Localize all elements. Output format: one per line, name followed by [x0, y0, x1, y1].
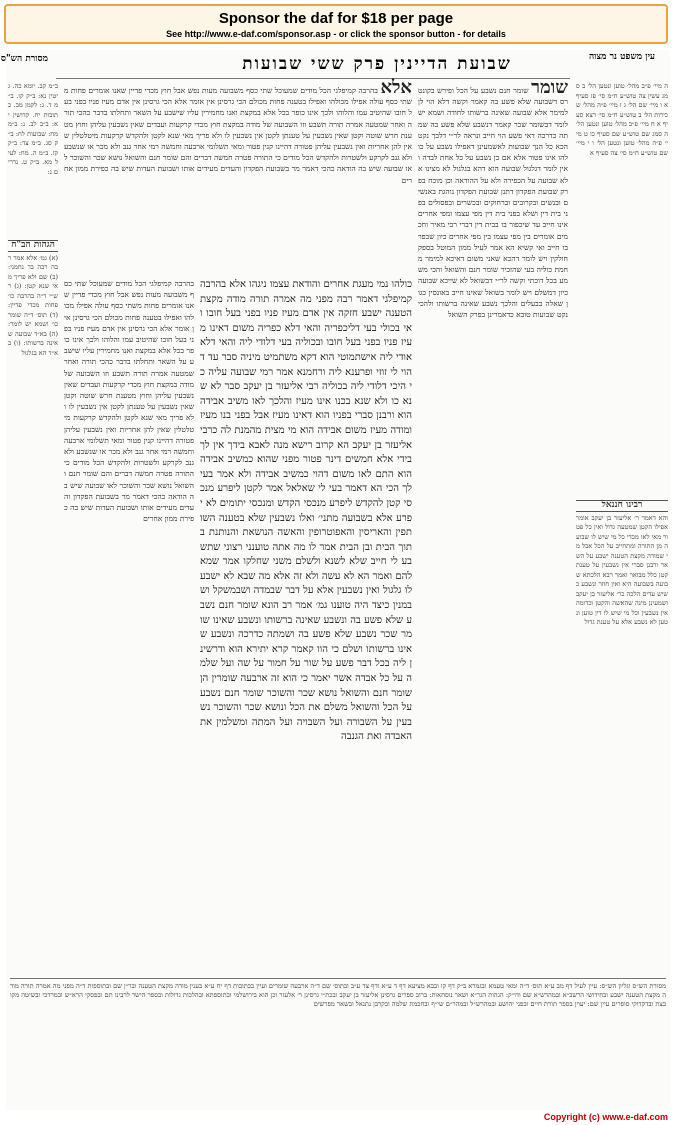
ein-mishpat-text: ה מיי׳ פ״ב מהל׳ טוען ונטען הל׳ ב סמג עשין צה טוש״ע ח״מ סי׳ פז סעיף א ו מיי׳ שם הל׳ ג ז מיי׳ פ״ה מהל׳ שכירות הל׳ ב טוש״ע ח״מ סי׳ רצא סעיף א ח מיי׳ פ״ב מהל׳ טוען ונטען הל׳ ה סמג שם טוש״ע שם סעיף כו ט מיי׳ פ״ה מהל׳ טוען ונטען הל׳ ו י מיי׳ שם טוש״ע ח״מ סי׳ צה סעיף א — [576, 82, 668, 157]
gemara-text: כולהו נמי מעגת אחרים והודאת עצמו ניגהו אלא בהרבה קמיפלגי דאמר רבה מפני מה אמרה תורה מודה מקצת הטענה ישבע חזקה אין אדם מעיז פניו בפני בעל חובו ואי בכולי בעי דליכפריה והאי דלא כפריה משום דאינו מעיז פניו בפני בעל חובו ובכוליה בעי דלודי ליה והאי דלא אודי ליה אישתמוטי הוא דקא משתמיט מיניה סבר עד דהוי לי זוזי ופרענא ליה ורחמנא אמר רמי שבועה עליה כי היכי דלודי ליה בכוליה רבי אליעזר בן יעקב סבר לא שנא כו ולא שנא בכנו אינו מעיז והלכך לאו משיב אבידה הוא ורבנן סברי בפניו הוא דאינו מעיז אבל בפני בנו מעיז ומודה מעיז משום אבידה הוא מי מצית מהמנת לה כרבי אליעזר בן יעקב הא קרוב רישא מנה לאבא בידך אין לך בידי אלא חמשים דינר פטור מפני שהוא כמשיב אבידה הוא התם לאו משום דהוי כמשיב אבידה ולא אמר בעי לך הכי הא דאמר בעי לי שאלאל אמר לקטן ליפרע מנכסי קטן להקדש ליפרע מנכסי הקדש ומנכסי יתומים לא יפרע אלא בשבועה מתני׳ ואלו נשבעין שלא בטענה השותפין והאריסין והאפוטרופין והאשה הנושאת והנותנת בתוך הבית ובן הבית אמר לו מה אתה טוענני רצוני שתשבע לי חייב שלא לשנא ולשלם משני שחלקו אמר שמא להם ואמר הא לא עשה ולא זה אלא מה שבא לא ישבע לו גלגול ואין נשבעין אלא על דבר שבמדה ושבמשקל ושבמנין כיצד היה טוענו גמ׳ אמר רב הונא שומר חנם נשבע שלא פשע בה ונשבע שאינה ברשותו ונשבע שאינו שומר שכר נשבע שלא פשע בה ושמתה כדרכה ונשבע שאינו ברשותו ושלם כי הוו קאמר קרא יתירא הוא ודרשינן ליה בכל דבר פשע על שור על חמור על שה ועל שלמה על כל אבדה אשר יאמר כי הוא זה ארבעה שומרין הן שומר חנם והשואל נושא שכר והשוכר שומר חנם נשבע על הכל והשואל משלם את הכל ונושא שכר והשוכר נשבעין על השבורה ועל השבויה ועל המתה ומשלמין את האבדה ואת הגנבה — [200, 279, 412, 743]
sponsor-title[interactable]: Sponsor the daf for $18 per page — [218, 10, 454, 27]
footer-text: מסורת הש״ס וגליון הש״ס: עיין לעיל דף מב ע״א תוס׳ ד״ה ומאי טעמא ובגמרא ב״ק דף קו ובבא מציעא דף ד ע״א ודף צד ע״ב ובתוס׳ שם ד״ה ארבעה שומרים ועיין בכתובות דף יח ע״א בענין מודה מקצת הטענה ובר״ן שם ובתוספות ד״ה מפני מה אמרה תורה מודה מקצת הטענה ישבע ובחידושי הרשב״א ובמהרש״א שם ודו״ק: הגהות הגר״א ושאר נוסחאות: ברוב ספרים גרסינן אליעזר בן יעקב ובכת״י גרסינן ר׳ אלעזר וכן הוא בירושלמי ובתוספתא ובהלכות גדולות ובספר הישר לרבינו תם ובפסקי הרא״ש ובמרדכי ובשיטה מקובצת ובדקדוקי סופרים עיין שם: יעוין בספר תורת חיים ובפני יהושע ובמהרש״ל ובמהר״ם שי״ף ובחכמת שלמה ובקרבן נתנאל ובשאר מפרשים — [10, 982, 666, 1009]
rabbeinu-chananel-text: והא דאמר ר׳ אליעזר בן יעקב אומר אפילו הקטן שמטעה גדול ואין כל פטור מאי לאו מכדי כל מי שיש לו שבועה מן התורה ומתחייב על הכל אבל מי שמודה מקצת הטענה ישבע על השאר ורבנן סברי אין נשבעין על טענת קטן כלל מבואר ואמר רבא הלכתא שבועה בשבועה היא ואין חוזר ונשבע כשיש עדים הלכה כר׳ אליעזר בן יעקב ושמעינן מינה שהאשה והקטן וכדומה אין נשבעין וכל מי שיש לו דין טוען ונטען לא נשבע אלא על טענת גדול — [576, 513, 668, 626]
ein-mishpat-column — [576, 82, 668, 492]
gemara-column — [200, 278, 412, 974]
sponsor-banner[interactable] — [4, 4, 668, 44]
talmud-page — [0, 50, 670, 1110]
tosafot-opening-word: שומר — [531, 77, 568, 98]
hagahot-column — [8, 236, 58, 976]
page-title: שבועת הדיינין פרק ששי שבועות — [242, 54, 512, 74]
tosafot-column — [418, 77, 568, 974]
rashi-opening-word: אלא — [380, 77, 412, 98]
tosafot-text: שומר חנם נשבע על הכל ופירש בקונטרס דשבועה שלא פשע בה קאמר וקשה דלא הוי לן למימר אלא שבועה שאינה ברשותו לחודה ושמא יש לומר דבשומר שכר קאמר דנשבע שלא פשע בה שמתה כדרכה דאי פשע הוי חייב ונראה לר״י דלכך נקט הכא כל הנך שבועות לאשמעינן דאפילו נשבע על כולהו אינו פטור אלא אם כן נשבע על כל אחת לבדה ואין לומר דגלגול שבועה הוא דהא בגלגול לא מצינו אלא שבועה על הכפירה ולא על ההודאה וכן מוכח בפרק שבועת הפקדון דתנן שבועת הפקדון נוהגת באנשים ובנשים ובקרובים וברחוקים ובכשרים ובפסולים בפני בית דין ושלא בפני בית דין מפי עצמו ומפי אחרים אינו חייב עד שיכפור בו בבית דין דברי רבי מאיר וחכמים אומרים בין מפי עצמו בין מפי אחרים כיון שכפר בו חייב ואי קשיא הא אמר לעיל ממון המוטל בספק חולקין ויש לומר דהכא שאני משום דאיכא למימר מחמת כוליה בעי שהזכיר שומר חנם והשואל והכי משמע בכל דוכתי וקשה לר״י דבשואל לא שייכא שבועה כיון דמשלם ויש לומר בשואל שאינו חייב באונסין כגון שאלה בבעלים והלכך נשבע שאינה ברשותו ולהכי נקט שבועות טובא כדאמרינן בפרק השואל — [418, 86, 568, 320]
masoret-hashas-label: מסורת הש"ס — [0, 54, 48, 64]
masoret-hashas-text: ב״מ קב. יומא כה. גיטין נא: ב״ק קו. ב״מ ד. ג: לקמן מב. כתובות יח. קדושין יא: ב״ב לב. נ: ב״מ מח: שבועות לח: ב״ק סג. ב״מ צד: ב״ק קז. ב״מ ה. מח: לעיל מא. ב״ק ט. נדרים נ: — [8, 82, 58, 176]
copyright-link[interactable]: Copyright (c) www.e-daf.com — [543, 1112, 668, 1122]
rashi-side-text: בהרבה קמיפלגי הכל מודים שמעוכל שתי כסף משבועה מעות נפש אבל חוץ מכדי פדיין שאנו אומרים פחות משתי כסף עולה אפילו מכולהו ואפילו בטענה פחות מכולם הכי גרסינן אין אומר אלא הכי גרסינן אין אדם מעיז פניו בפני בעל חובו שהיטיב עמו והלוהו ולכך אינו כופר בכל אלא במקצת ואנו מחמירין עליו שישבע על השאר ותחלתו בדבר כהכי תורה ואחר שמטעה אמרה תורה תשבע וזו השבועה של מודה במקצת חוץ מכדי קרקעות ועבדים שאין נשבעין עליהן וחוץ מטענת חרש שוטה וקטן שאין נשבעין על טענתן לקטן אין נשבעין לו ולא פריך מאי שנא לקטן ולהקדש קרקעות מיטלטלין שאין להן אחריות ואין נשבעין עליהן פטורה דהיינו קנין פטור ומאי תשלומי ארבעה וחמשה רמי אחר גנב ולא מכר או שנשבע ולא גנב לקרקע ולשטרות ולהקדש הכל מודים כי התורה פטרה חמשה דברים והם שומר חנם והשואל נושא שכר והשוכר לאו שבועה שיש בה הודאה כהכי דאמר מר בשבועת הפקדון והעדים מעידים אותו ושבועת העדות שיש בה כפירת ממון אחרים — [64, 279, 194, 524]
footer-rule — [10, 978, 666, 979]
footer-notes — [10, 982, 666, 1108]
header-rule — [56, 78, 570, 79]
rabbeinu-chananel-heading: רבינו חננאל — [576, 500, 668, 512]
masoret-hashas-column — [8, 82, 58, 232]
rabbeinu-chananel-column — [576, 496, 668, 976]
sponsor-subtitle[interactable]: See http://www.e-daf.com/sponsor.asp - or click the sponsor button - for details — [166, 29, 506, 39]
hagahot-heading: הגהות הב"ח — [8, 240, 58, 252]
ein-mishpat-label: עין משפט נר מצוה — [588, 52, 656, 62]
rashi-column — [64, 77, 412, 272]
rashi-side-column — [64, 278, 194, 974]
hagahot-text: (א) גמ׳ אלא אמר רבה רבה בר נחמני: (ב) שם ולא פריך מאי שנא קטן: (ג) רש״י ד״ה בהרבה כו׳ פחות מכדי פדיין: (ד) תוס׳ ד״ה שומר כו׳ ושמא יש לומר: (ה) בא״ד שבועה שאינה ברשותו: (ו) בא״ד הא בגלגול — [8, 253, 58, 357]
rashi-text: בהרבה קמיפלגי הכל מודים שמעוכל שתי כסף משבועה מעות נפש אבל חוץ מכדי פדיין שאנו אומרים פחות משתי כסף עולה אפילו מכולהו ואפילו בטענה פחות מכולם הכי גרסינן אין אומר אלא הכי גרסינן אין אדם מעיז פניו בפני בעל חובו שהיטיב עמו והלוהו ולכך אינו כופר בכל אלא במקצת ואנו מחמירין עליו שישבע על השאר ותחלתו בדבר כהכי תורה ואחר שמטעה אמרה תורה תשבע וזו השבועה של מודה במקצת חוץ מכדי קרקעות ועבדים שאין נשבעין עליהן וחוץ מטענת חרש שוטה וקטן שאין נשבעין על טענתן לקטן אין נשבעין לו ולא פריך מאי שנא לקטן ולהקדש קרקעות מיטלטלין שאין להן אחריות ואין נשבעין עליהן פטורה דהיינו קנין פטור ומאי תשלומי ארבעה וחמשה רמי אחר גנב ולא מכר או שנשבע ולא גנב לקרקע ולשטרות ולהקדש הכל מודים כי התורה פטרה חמשה דברים והם שומר חנם והשואל נושא שכר והשוכר לאו שבועה שיש בה הודאה כהכי דאמר מר בשבועת הפקדון והעדים מעידים אותו ושבועת העדות שיש בה כפירת ממון אחרים — [64, 86, 412, 185]
